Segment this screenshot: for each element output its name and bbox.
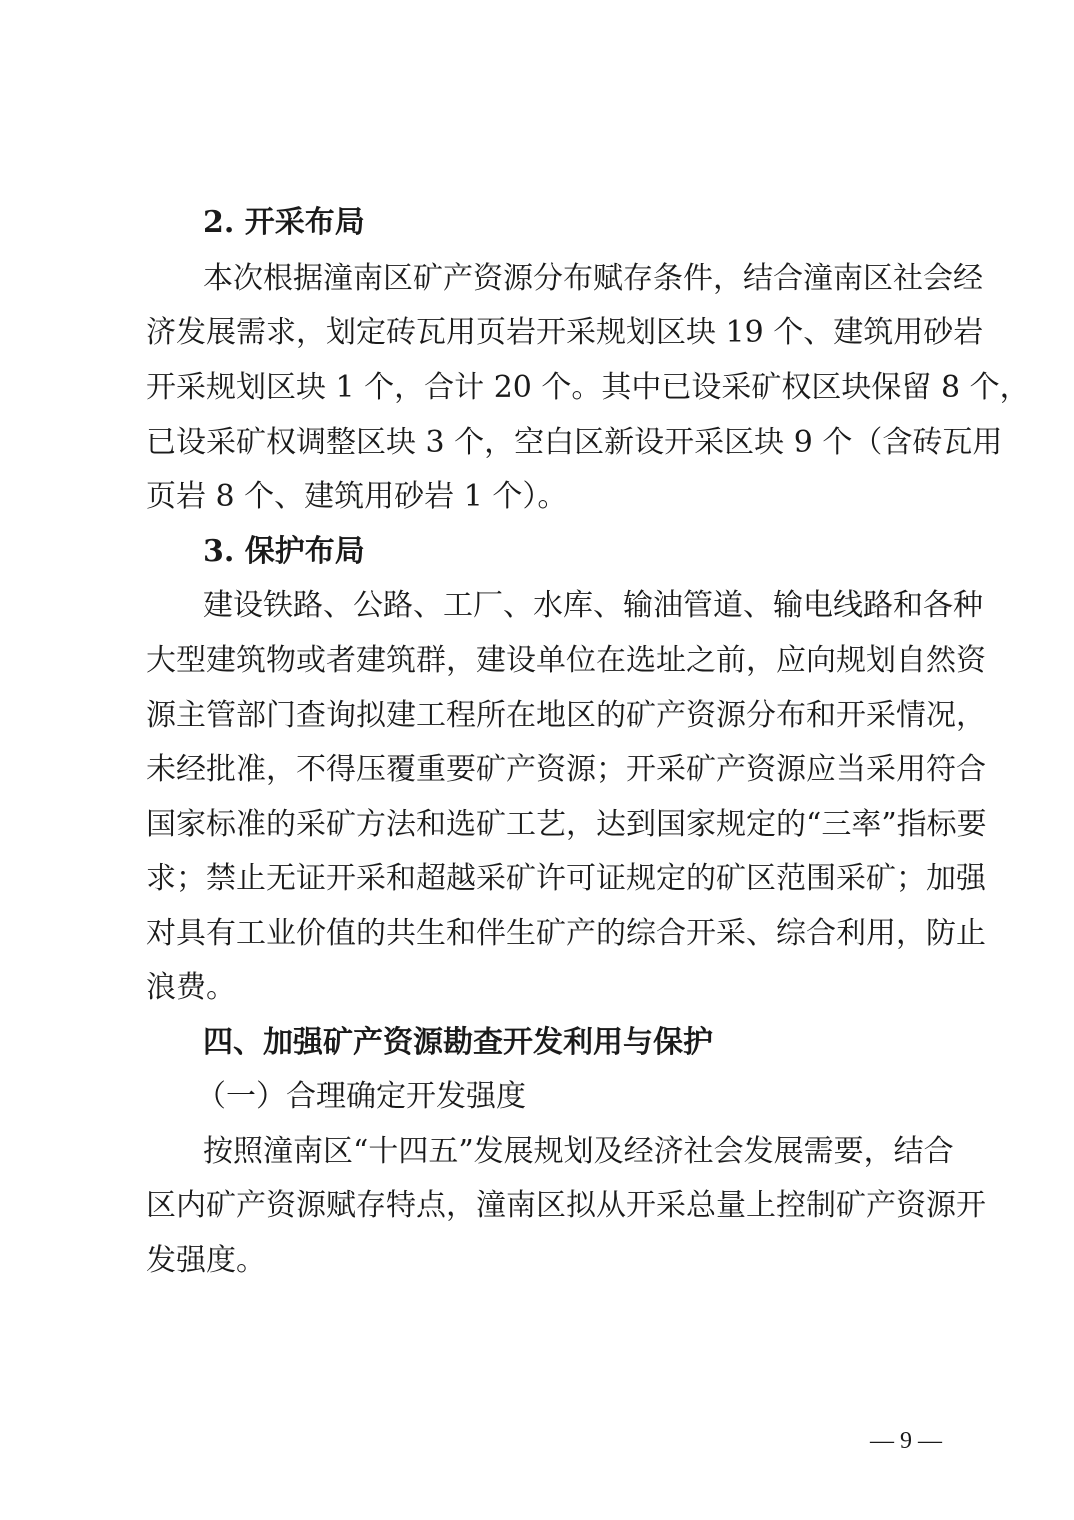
chapter-heading: 四、加强矿产资源勘查开发利用与保护	[203, 1025, 713, 1060]
page-number: — 9 —	[870, 1428, 942, 1454]
paragraph-line: 建设铁路、公路、工厂、水库、输油管道、输电线路和各种	[203, 588, 983, 623]
paragraph-line: 源主管部门查询拟建工程所在地区的矿产资源分布和开采情况，	[146, 698, 986, 733]
paragraph-line: 求；禁止无证开采和超越采矿许可证规定的矿区范围采矿；加强	[146, 861, 986, 896]
paragraph-line: 页岩 8 个、建筑用砂岩 1 个）。	[146, 479, 568, 514]
paragraph-line: 浪费。	[146, 970, 236, 1005]
paragraph-line: 大型建筑物或者建筑群，建设单位在选址之前，应向规划自然资	[146, 643, 986, 678]
paragraph-line: 本次根据潼南区矿产资源分布赋存条件，结合潼南区社会经	[203, 261, 983, 296]
subsection-heading: （一）合理确定开发强度	[196, 1079, 526, 1114]
paragraph-line: 发强度。	[146, 1243, 266, 1278]
section-heading-mining-layout: 2. 开采布局	[203, 205, 365, 240]
paragraph-line: 开采规划区块 1 个，合计 20 个。其中已设采矿权区块保留 8 个，	[146, 370, 1030, 405]
paragraph-line: 区内矿产资源赋存特点，潼南区拟从开采总量上控制矿产资源开	[146, 1188, 986, 1223]
section-heading-protection-layout: 3. 保护布局	[203, 534, 365, 569]
paragraph-line: 未经批准，不得压覆重要矿产资源；开采矿产资源应当采用符合	[146, 752, 986, 787]
paragraph-line: 按照潼南区“十四五”发展规划及经济社会发展需要，结合	[203, 1134, 954, 1169]
paragraph-line: 国家标准的采矿方法和选矿工艺，达到国家规定的“三率”指标要	[146, 807, 987, 842]
paragraph-line: 济发展需求，划定砖瓦用页岩开采规划区块 19 个、建筑用砂岩	[146, 315, 984, 350]
paragraph-line: 对具有工业价值的共生和伴生矿产的综合开采、综合利用，防止	[146, 916, 986, 951]
paragraph-line: 已设采矿权调整区块 3 个，空白区新设开采区块 9 个（含砖瓦用	[146, 425, 1003, 460]
